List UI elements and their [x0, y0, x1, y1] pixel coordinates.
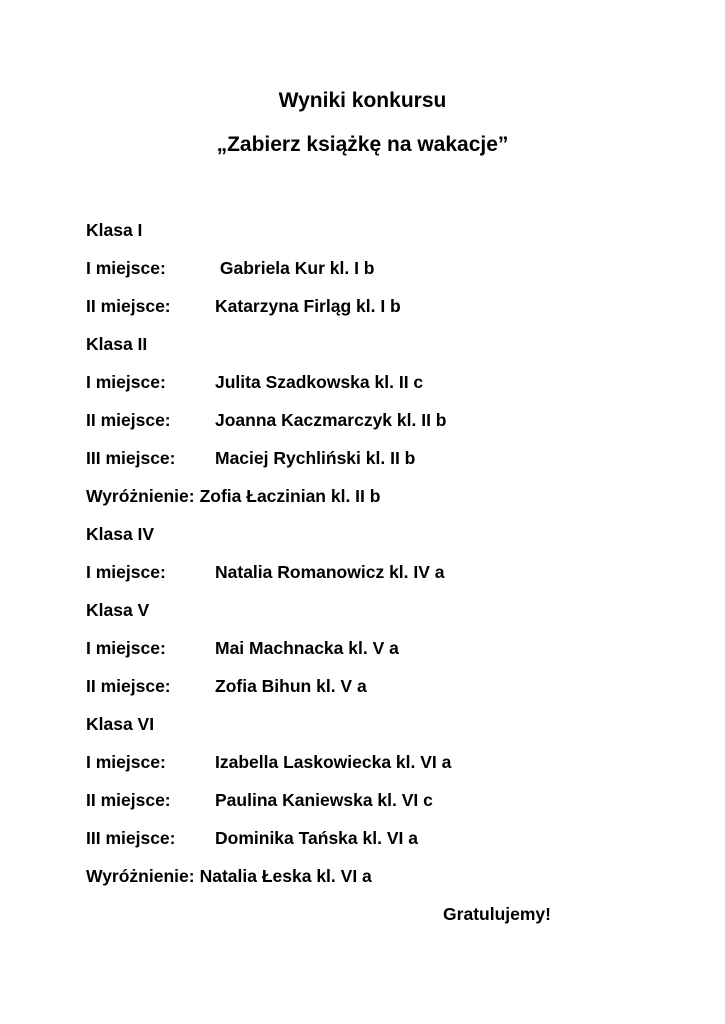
winner-name: Natalia Łeska kl. VI a	[199, 866, 372, 886]
placement-row	[86, 257, 686, 295]
honorable-mention-label: Wyróżnienie:	[86, 866, 195, 886]
placement-label: II miejsce:	[86, 790, 171, 810]
placement-row	[86, 675, 686, 713]
winner-name: Dominika Tańska kl. VI a	[215, 828, 418, 848]
placement-label: I miejsce:	[86, 562, 166, 582]
class-heading-text: Klasa IV	[86, 524, 155, 544]
placement-row	[86, 295, 686, 333]
results-list	[86, 219, 686, 903]
placement-row	[86, 751, 686, 789]
placement-row	[86, 789, 686, 827]
honorable-mention-label: Wyróżnienie:	[86, 486, 195, 506]
winner-name: Katarzyna Firląg kl. I b	[215, 296, 401, 316]
class-heading	[86, 599, 686, 637]
class-heading-text: Klasa II	[86, 334, 148, 354]
winner-name: Izabella Laskowiecka kl. VI a	[215, 752, 452, 772]
placement-label: III miejsce:	[86, 828, 176, 848]
placement-label: I miejsce:	[86, 752, 166, 772]
winner-name: Gabriela Kur kl. I b	[215, 258, 375, 278]
placement-label: II miejsce:	[86, 676, 171, 696]
class-heading-text: Klasa VI	[86, 714, 155, 734]
winner-name: Maciej Rychliński kl. II b	[215, 448, 416, 468]
class-heading-text: Klasa I	[86, 220, 143, 240]
placement-row	[86, 827, 686, 865]
placement-row	[86, 409, 686, 447]
honorable-mention-row	[86, 485, 686, 523]
winner-name: Zofia Łaczinian kl. II b	[199, 486, 381, 506]
class-heading	[86, 333, 686, 371]
document-subtitle: „Zabierz książkę na wakacje”	[216, 133, 509, 156]
placement-row	[86, 371, 686, 409]
winner-name: Natalia Romanowicz kl. IV a	[215, 562, 445, 582]
winner-name: Mai Machnacka kl. V a	[215, 638, 399, 658]
closing-text: Gratulujemy!	[443, 904, 551, 924]
honorable-mention-row	[86, 865, 686, 903]
placement-row	[86, 637, 686, 675]
placement-row	[86, 561, 686, 599]
placement-label: I miejsce:	[86, 638, 166, 658]
placement-label: II miejsce:	[86, 410, 171, 430]
document-title: Wyniki konkursu	[278, 89, 447, 112]
winner-name: Julita Szadkowska kl. II c	[215, 372, 424, 392]
winner-name: Paulina Kaniewska kl. VI c	[215, 790, 433, 810]
placement-label: I miejsce:	[86, 372, 166, 392]
winner-name: Zofia Bihun kl. V a	[215, 676, 367, 696]
class-heading	[86, 523, 686, 561]
class-heading	[86, 713, 686, 751]
placement-label: III miejsce:	[86, 448, 176, 468]
class-heading-text: Klasa V	[86, 600, 150, 620]
placement-label: I miejsce:	[86, 258, 166, 278]
winner-name: Joanna Kaczmarczyk kl. II b	[215, 410, 447, 430]
class-heading	[86, 219, 686, 257]
placement-row	[86, 447, 686, 485]
placement-label: II miejsce:	[86, 296, 171, 316]
